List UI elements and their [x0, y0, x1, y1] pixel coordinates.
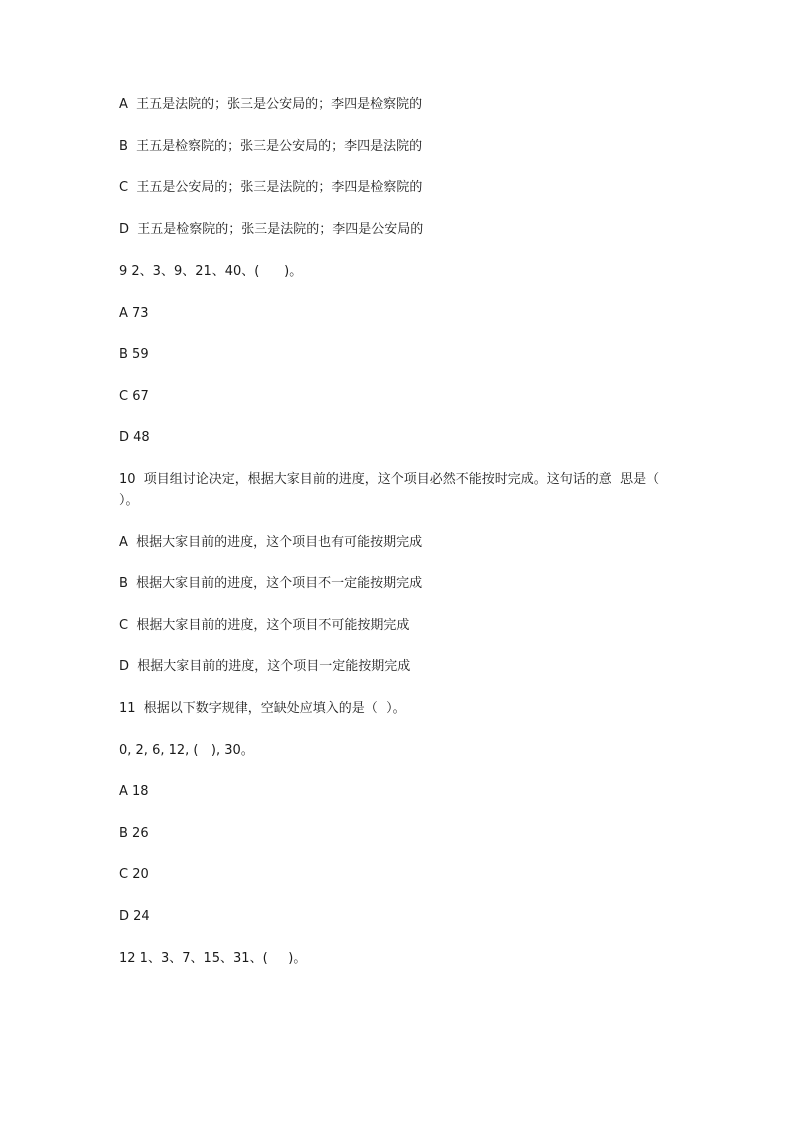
- option-d-text: D 48: [119, 430, 150, 445]
- question-12: 12 1、3、7、15、31、( )。: [119, 951, 307, 966]
- option-d-text: D 王五是检察院的；张三是法院的；李四是公安局的: [119, 222, 424, 237]
- option-b-text: B 59: [119, 347, 149, 362]
- option-c-text: C 王五是公安局的；张三是法院的；李四是检察院的: [119, 180, 423, 195]
- option-d-text: D 24: [119, 909, 150, 924]
- option-a-text: A 18: [119, 784, 149, 799]
- question-11: 11 根据以下数字规律，空缺处应填入的是（ ）。: [119, 701, 406, 716]
- option-a-text: A 王五是法院的；张三是公安局的；李四是检察院的: [119, 97, 423, 112]
- option-c-text: C 根据大家目前的进度，这个项目不可能按期完成: [119, 618, 410, 633]
- number-sequence: 0, 2, 6, 12, ( ), 30。: [119, 743, 254, 758]
- option-c-text: C 20: [119, 867, 149, 882]
- option-b-text: B 根据大家目前的进度，这个项目不一定能按期完成: [119, 576, 423, 591]
- option-d-text: D 根据大家目前的进度，这个项目一定能按期完成: [119, 659, 411, 674]
- option-a-text: A 根据大家目前的进度，这个项目也有可能按期完成: [119, 535, 423, 550]
- option-b-text: B 26: [119, 826, 149, 841]
- option-b-text: B 王五是检察院的；张三是公安局的；李四是法院的: [119, 139, 423, 154]
- question-9: 9 2、3、9、21、40、( )。: [119, 264, 303, 279]
- option-a-text: A 73: [119, 306, 149, 321]
- option-c-text: C 67: [119, 389, 149, 404]
- question-10: 10 项目组讨论决定，根据大家目前的进度，这个项目必然不能按时完成。这句话的意 思是（ ）。: [119, 472, 672, 508]
